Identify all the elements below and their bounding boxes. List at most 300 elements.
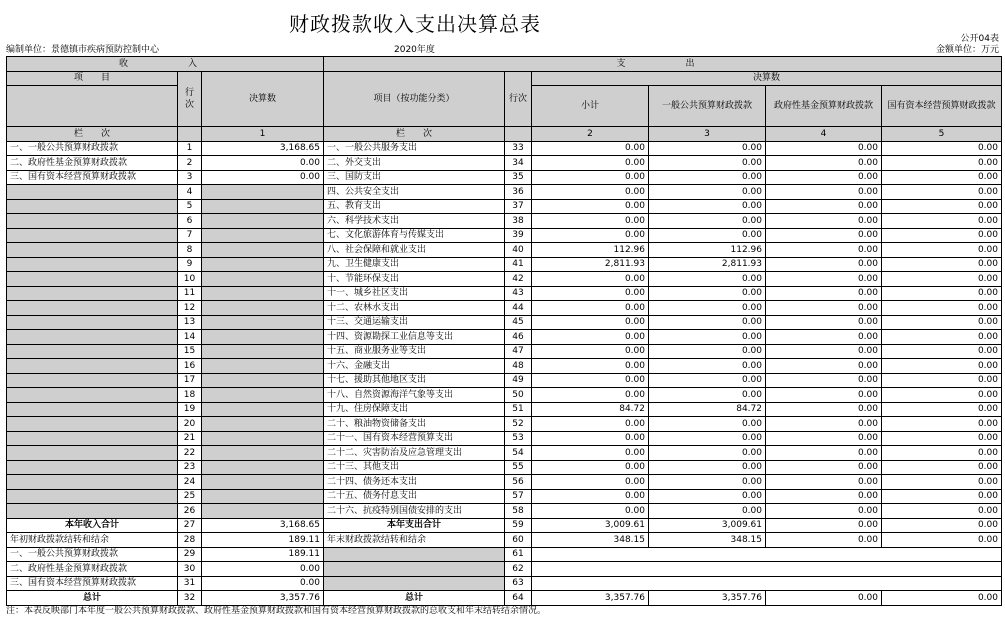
state-capital-value: 0.00 — [882, 272, 1002, 287]
income-item-label — [7, 344, 178, 359]
expense-item-label: 二十六、抗疫特别国债安排的支出 — [324, 504, 505, 519]
expense-item-label: 六、科学技术支出 — [324, 214, 505, 229]
expense-row-no: 50 — [505, 388, 532, 403]
income-column-label: 栏 次 — [7, 127, 178, 142]
expense-final-header: 决算数 — [532, 71, 1002, 86]
table-row — [7, 185, 1002, 200]
income-value — [202, 373, 324, 388]
general-budget-value: 0.00 — [649, 489, 766, 504]
state-capital-header: 国有资本经营预算财政拨款 — [882, 86, 1002, 127]
table-row — [7, 156, 1002, 171]
grand-expense-c5: 0.00 — [882, 591, 1002, 606]
general-budget-value: 0.00 — [649, 359, 766, 374]
general-budget-value: 2,811.93 — [649, 257, 766, 272]
income-value: 0.00 — [202, 170, 324, 185]
subtotal-value: 0.00 — [532, 315, 649, 330]
table-row — [7, 286, 1002, 301]
income-item-label — [7, 460, 178, 475]
expense-row-no: 45 — [505, 315, 532, 330]
table-row — [7, 446, 1002, 461]
begin-general-label: 一、一般公共预算财政拨款 — [7, 547, 178, 562]
table-row — [7, 243, 1002, 258]
budget-table — [6, 56, 1002, 606]
begin-fund-no: 30 — [178, 562, 202, 577]
general-budget-value: 0.00 — [649, 272, 766, 287]
expense-row-no: 46 — [505, 330, 532, 345]
subtotal-value: 0.00 — [532, 344, 649, 359]
expense-row-no: 44 — [505, 301, 532, 316]
end-balance-no: 60 — [505, 533, 532, 548]
table-row — [7, 388, 1002, 403]
expense-row-no: 51 — [505, 402, 532, 417]
income-value — [202, 431, 324, 446]
subtotal-value: 0.00 — [532, 228, 649, 243]
general-budget-value: 0.00 — [649, 431, 766, 446]
table-row — [7, 475, 1002, 490]
expense-item-label: 五、教育支出 — [324, 199, 505, 214]
table-row — [7, 141, 1002, 156]
form-code: 公开04表 — [960, 34, 999, 44]
income-value — [202, 243, 324, 258]
grand-expense-no: 64 — [505, 591, 532, 606]
expense-row-no: 57 — [505, 489, 532, 504]
income-row-no: 19 — [178, 402, 202, 417]
income-item-spacer — [7, 86, 178, 127]
income-row-no: 20 — [178, 417, 202, 432]
income-column-rowno — [178, 127, 202, 142]
general-budget-value: 0.00 — [649, 301, 766, 316]
income-row-no: 18 — [178, 388, 202, 403]
general-budget-value: 0.00 — [649, 460, 766, 475]
expense-row-no: 47 — [505, 344, 532, 359]
income-row-no: 2 — [178, 156, 202, 171]
table-row — [7, 199, 1002, 214]
table-row — [7, 402, 1002, 417]
income-value — [202, 199, 324, 214]
gov-fund-value: 0.00 — [766, 214, 882, 229]
expense-item-label: 一、一般公共服务支出 — [324, 141, 505, 156]
general-budget-value: 0.00 — [649, 286, 766, 301]
expense-item-label: 十、节能环保支出 — [324, 272, 505, 287]
income-item-label — [7, 359, 178, 374]
expense-row-no: 49 — [505, 373, 532, 388]
state-capital-value: 0.00 — [882, 388, 1002, 403]
state-capital-value: 0.00 — [882, 199, 1002, 214]
expense-item-label: 二、外交支出 — [324, 156, 505, 171]
expense-total-c3: 3,009.61 — [649, 518, 766, 533]
income-value — [202, 228, 324, 243]
expense-row-no: 37 — [505, 199, 532, 214]
income-row-no: 12 — [178, 301, 202, 316]
general-budget-value: 0.00 — [649, 446, 766, 461]
income-item-label — [7, 214, 178, 229]
income-row-no: 23 — [178, 460, 202, 475]
expense-row-no: 55 — [505, 460, 532, 475]
begin-capital-no: 31 — [178, 576, 202, 591]
gov-fund-value: 0.00 — [766, 475, 882, 490]
table-row — [7, 170, 1002, 185]
end-balance-c2: 348.15 — [532, 533, 649, 548]
gov-fund-value: 0.00 — [766, 359, 882, 374]
expense-item-label: 二十五、债务付息支出 — [324, 489, 505, 504]
state-capital-value: 0.00 — [882, 489, 1002, 504]
state-capital-value: 0.00 — [882, 330, 1002, 345]
report-title: 财政拨款收入支出决算总表 — [289, 12, 541, 36]
income-item-label — [7, 286, 178, 301]
general-budget-value: 0.00 — [649, 315, 766, 330]
gov-fund-value: 0.00 — [766, 272, 882, 287]
income-item-label — [7, 315, 178, 330]
state-capital-value: 0.00 — [882, 417, 1002, 432]
gov-fund-value: 0.00 — [766, 170, 882, 185]
state-capital-value: 0.00 — [882, 402, 1002, 417]
expense-total-label: 本年支出合计 — [324, 518, 505, 533]
general-budget-value: 0.00 — [649, 214, 766, 229]
income-total-no: 27 — [178, 518, 202, 533]
state-capital-value: 0.00 — [882, 243, 1002, 258]
column-1: 1 — [202, 127, 324, 142]
income-item-label — [7, 489, 178, 504]
footnote: 注：本表反映部门本年度一般公共预算财政拨款、政府性基金预算财政拨款和国有资本经营预算财政拨款的总收支和年末结转结余情况。 — [6, 606, 547, 616]
general-budget-value: 84.72 — [649, 402, 766, 417]
income-header: 收 入 — [7, 57, 324, 72]
expense-item-label: 十八、自然资源海洋气象等支出 — [324, 388, 505, 403]
state-capital-value: 0.00 — [882, 286, 1002, 301]
subtotal-value: 0.00 — [532, 504, 649, 519]
income-total-value: 3,168.65 — [202, 518, 324, 533]
income-total-label: 本年收入合计 — [7, 518, 178, 533]
subtotal-value: 0.00 — [532, 417, 649, 432]
general-budget-value: 112.96 — [649, 243, 766, 258]
report-year: 2020年度 — [394, 45, 435, 55]
begin-general-no: 29 — [178, 547, 202, 562]
expense-total-c5: 0.00 — [882, 518, 1002, 533]
expense-row-no: 42 — [505, 272, 532, 287]
general-budget-value: 0.00 — [649, 373, 766, 388]
blank-expense-values — [532, 547, 1002, 562]
gov-fund-value: 0.00 — [766, 504, 882, 519]
income-item-label — [7, 504, 178, 519]
grand-expense-c2: 3,357.76 — [532, 591, 649, 606]
income-item-label — [7, 475, 178, 490]
state-capital-value: 0.00 — [882, 460, 1002, 475]
gov-fund-value: 0.00 — [766, 141, 882, 156]
income-value — [202, 504, 324, 519]
subtotal-value: 0.00 — [532, 489, 649, 504]
expense-row-no: 52 — [505, 417, 532, 432]
income-row-no: 4 — [178, 185, 202, 200]
expense-item-label: 三、国防支出 — [324, 170, 505, 185]
state-capital-value: 0.00 — [882, 344, 1002, 359]
state-capital-value: 0.00 — [882, 141, 1002, 156]
income-item-label — [7, 185, 178, 200]
income-amount-header: 决算数 — [202, 71, 324, 127]
gov-fund-value: 0.00 — [766, 156, 882, 171]
column-5: 5 — [882, 127, 1002, 142]
general-budget-value: 0.00 — [649, 344, 766, 359]
expense-header: 支 出 — [324, 57, 1002, 72]
income-value — [202, 446, 324, 461]
income-value — [202, 286, 324, 301]
subtotal-value: 0.00 — [532, 446, 649, 461]
income-item-label — [7, 272, 178, 287]
subtotal-value: 0.00 — [532, 460, 649, 475]
income-value — [202, 402, 324, 417]
table-row — [7, 214, 1002, 229]
expense-item-label: 十一、城乡社区支出 — [324, 286, 505, 301]
begin-balance-label: 年初财政拨款结转和结余 — [7, 533, 178, 548]
gov-fund-value: 0.00 — [766, 489, 882, 504]
subtotal-value: 84.72 — [532, 402, 649, 417]
expense-row-no: 53 — [505, 431, 532, 446]
income-value: 3,168.65 — [202, 141, 324, 156]
income-item-label — [7, 431, 178, 446]
general-budget-value: 0.00 — [649, 504, 766, 519]
income-item-label — [7, 257, 178, 272]
grand-expense-label: 总计 — [324, 591, 505, 606]
gov-fund-value: 0.00 — [766, 460, 882, 475]
income-row-no: 13 — [178, 315, 202, 330]
grand-income-value: 3,357.76 — [202, 591, 324, 606]
income-row-no: 24 — [178, 475, 202, 490]
income-row-no: 25 — [178, 489, 202, 504]
grand-expense-c3: 3,357.76 — [649, 591, 766, 606]
unit-label: 编制单位：景德镇市疾病预防控制中心 — [6, 45, 160, 55]
expense-item-label: 二十、粮油物资储备支出 — [324, 417, 505, 432]
state-capital-value: 0.00 — [882, 156, 1002, 171]
income-value — [202, 344, 324, 359]
general-budget-value: 0.00 — [649, 228, 766, 243]
expense-item-label: 十四、资源勘探工业信息等支出 — [324, 330, 505, 345]
blank-expense-cell — [324, 562, 505, 577]
expense-item-label: 九、卫生健康支出 — [324, 257, 505, 272]
expense-rowno-header: 行次 — [505, 71, 532, 127]
expense-item-label: 八、社会保障和就业支出 — [324, 243, 505, 258]
expense-item-label: 十六、金融支出 — [324, 359, 505, 374]
expense-column-label: 栏 次 — [324, 127, 505, 142]
income-value — [202, 388, 324, 403]
gov-fund-value: 0.00 — [766, 402, 882, 417]
expense-item-label: 七、文化旅游体育与传媒支出 — [324, 228, 505, 243]
income-item-label — [7, 446, 178, 461]
income-value — [202, 257, 324, 272]
expense-row-no: 54 — [505, 446, 532, 461]
gov-fund-value: 0.00 — [766, 301, 882, 316]
table-row — [7, 431, 1002, 446]
subtotal-value: 0.00 — [532, 301, 649, 316]
expense-total-c2: 3,009.61 — [532, 518, 649, 533]
expense-item-label: 二十四、债务还本支出 — [324, 475, 505, 490]
income-row-no: 21 — [178, 431, 202, 446]
subtotal-value: 0.00 — [532, 330, 649, 345]
income-item-label — [7, 417, 178, 432]
table-row — [7, 228, 1002, 243]
general-budget-value: 0.00 — [649, 388, 766, 403]
income-item-label — [7, 402, 178, 417]
subtotal-value: 112.96 — [532, 243, 649, 258]
end-balance-c4: 0.00 — [766, 533, 882, 548]
income-row-no: 16 — [178, 359, 202, 374]
income-row-no: 3 — [178, 170, 202, 185]
general-budget-value: 0.00 — [649, 330, 766, 345]
income-item-label — [7, 301, 178, 316]
begin-general-value: 189.11 — [202, 547, 324, 562]
gov-fund-value: 0.00 — [766, 228, 882, 243]
begin-capital-value: 0.00 — [202, 576, 324, 591]
blank-expense-cell — [324, 576, 505, 591]
income-row-no: 14 — [178, 330, 202, 345]
table-row — [7, 330, 1002, 345]
general-budget-value: 0.00 — [649, 199, 766, 214]
income-row-no: 8 — [178, 243, 202, 258]
income-value — [202, 330, 324, 345]
subtotal-value: 0.00 — [532, 272, 649, 287]
expense-item-label: 二十三、其他支出 — [324, 460, 505, 475]
expense-item-header: 项目（按功能分类） — [324, 71, 505, 127]
income-item-label: 一、一般公共预算财政拨款 — [7, 141, 178, 156]
end-balance-c5: 0.00 — [882, 533, 1002, 548]
expense-item-label: 十九、住房保障支出 — [324, 402, 505, 417]
subtotal-value: 0.00 — [532, 286, 649, 301]
table-row — [7, 489, 1002, 504]
expense-row-no: 39 — [505, 228, 532, 243]
income-row-no: 7 — [178, 228, 202, 243]
begin-fund-value: 0.00 — [202, 562, 324, 577]
income-item-label — [7, 330, 178, 345]
gov-fund-value: 0.00 — [766, 388, 882, 403]
income-item-label: 三、国有资本经营预算财政拨款 — [7, 170, 178, 185]
expense-item-label: 四、公共安全支出 — [324, 185, 505, 200]
column-4: 4 — [766, 127, 882, 142]
income-value — [202, 489, 324, 504]
income-value — [202, 272, 324, 287]
income-item-label — [7, 373, 178, 388]
gov-fund-value: 0.00 — [766, 257, 882, 272]
state-capital-value: 0.00 — [882, 214, 1002, 229]
expense-item-label: 十七、援助其他地区支出 — [324, 373, 505, 388]
income-item-label — [7, 388, 178, 403]
subtotal-value: 0.00 — [532, 141, 649, 156]
state-capital-value: 0.00 — [882, 170, 1002, 185]
income-row-no: 5 — [178, 199, 202, 214]
income-rowno-header: 行次 — [178, 71, 202, 127]
end-balance-c3: 348.15 — [649, 533, 766, 548]
income-row-no: 26 — [178, 504, 202, 519]
blank-expense-values — [532, 562, 1002, 577]
expense-item-label: 十三、交通运输支出 — [324, 315, 505, 330]
gov-fund-value: 0.00 — [766, 315, 882, 330]
income-value — [202, 475, 324, 490]
income-row-no: 1 — [178, 141, 202, 156]
expense-row-no: 41 — [505, 257, 532, 272]
table-row — [7, 359, 1002, 374]
expense-row-no: 58 — [505, 504, 532, 519]
expense-row-no: 43 — [505, 286, 532, 301]
income-value — [202, 460, 324, 475]
state-capital-value: 0.00 — [882, 373, 1002, 388]
subtotal-value: 0.00 — [532, 475, 649, 490]
table-row — [7, 315, 1002, 330]
begin-balance-value: 189.11 — [202, 533, 324, 548]
table-row — [7, 257, 1002, 272]
table-row — [7, 344, 1002, 359]
income-value — [202, 359, 324, 374]
table-row — [7, 272, 1002, 287]
state-capital-value: 0.00 — [882, 185, 1002, 200]
expense-column-rowno — [505, 127, 532, 142]
income-value — [202, 301, 324, 316]
gov-fund-header: 政府性基金预算财政拨款 — [766, 86, 882, 127]
state-capital-value: 0.00 — [882, 504, 1002, 519]
end-balance-label: 年末财政拨款结转和结余 — [324, 533, 505, 548]
income-row-no: 11 — [178, 286, 202, 301]
state-capital-value: 0.00 — [882, 431, 1002, 446]
column-2: 2 — [532, 127, 649, 142]
general-budget-value: 0.00 — [649, 141, 766, 156]
table-row — [7, 417, 1002, 432]
income-row-no: 17 — [178, 373, 202, 388]
state-capital-value: 0.00 — [882, 228, 1002, 243]
gov-fund-value: 0.00 — [766, 185, 882, 200]
income-value: 0.00 — [202, 156, 324, 171]
state-capital-value: 0.00 — [882, 475, 1002, 490]
expense-row-no: 38 — [505, 214, 532, 229]
income-item-label — [7, 243, 178, 258]
expense-total-no: 59 — [505, 518, 532, 533]
general-budget-header: 一般公共预算财政拨款 — [649, 86, 766, 127]
gov-fund-value: 0.00 — [766, 344, 882, 359]
income-item-label — [7, 199, 178, 214]
subtotal-value: 0.00 — [532, 359, 649, 374]
income-item-header: 项 目 — [7, 71, 178, 86]
income-value — [202, 315, 324, 330]
income-value — [202, 185, 324, 200]
table-row — [7, 460, 1002, 475]
income-row-no: 9 — [178, 257, 202, 272]
expense-row-no: 56 — [505, 475, 532, 490]
expense-row-no: 35 — [505, 170, 532, 185]
gov-fund-value: 0.00 — [766, 286, 882, 301]
grand-expense-c4: 0.00 — [766, 591, 882, 606]
blank-row-no-61: 61 — [505, 547, 532, 562]
expense-row-no: 33 — [505, 141, 532, 156]
subtotal-value: 0.00 — [532, 170, 649, 185]
income-row-no: 10 — [178, 272, 202, 287]
state-capital-value: 0.00 — [882, 446, 1002, 461]
subtotal-value: 0.00 — [532, 431, 649, 446]
expense-row-no: 48 — [505, 359, 532, 374]
general-budget-value: 0.00 — [649, 185, 766, 200]
state-capital-value: 0.00 — [882, 301, 1002, 316]
gov-fund-value: 0.00 — [766, 330, 882, 345]
gov-fund-value: 0.00 — [766, 431, 882, 446]
general-budget-value: 0.00 — [649, 170, 766, 185]
begin-capital-label: 三、国有资本经营预算财政拨款 — [7, 576, 178, 591]
gov-fund-value: 0.00 — [766, 373, 882, 388]
expense-item-label: 十二、农林水支出 — [324, 301, 505, 316]
income-row-no: 22 — [178, 446, 202, 461]
subtotal-value: 0.00 — [532, 199, 649, 214]
general-budget-value: 0.00 — [649, 475, 766, 490]
general-budget-value: 0.00 — [649, 417, 766, 432]
begin-balance-no: 28 — [178, 533, 202, 548]
income-row-no: 15 — [178, 344, 202, 359]
income-value — [202, 214, 324, 229]
state-capital-value: 0.00 — [882, 257, 1002, 272]
expense-row-no: 40 — [505, 243, 532, 258]
gov-fund-value: 0.00 — [766, 446, 882, 461]
expense-total-c4: 0.00 — [766, 518, 882, 533]
